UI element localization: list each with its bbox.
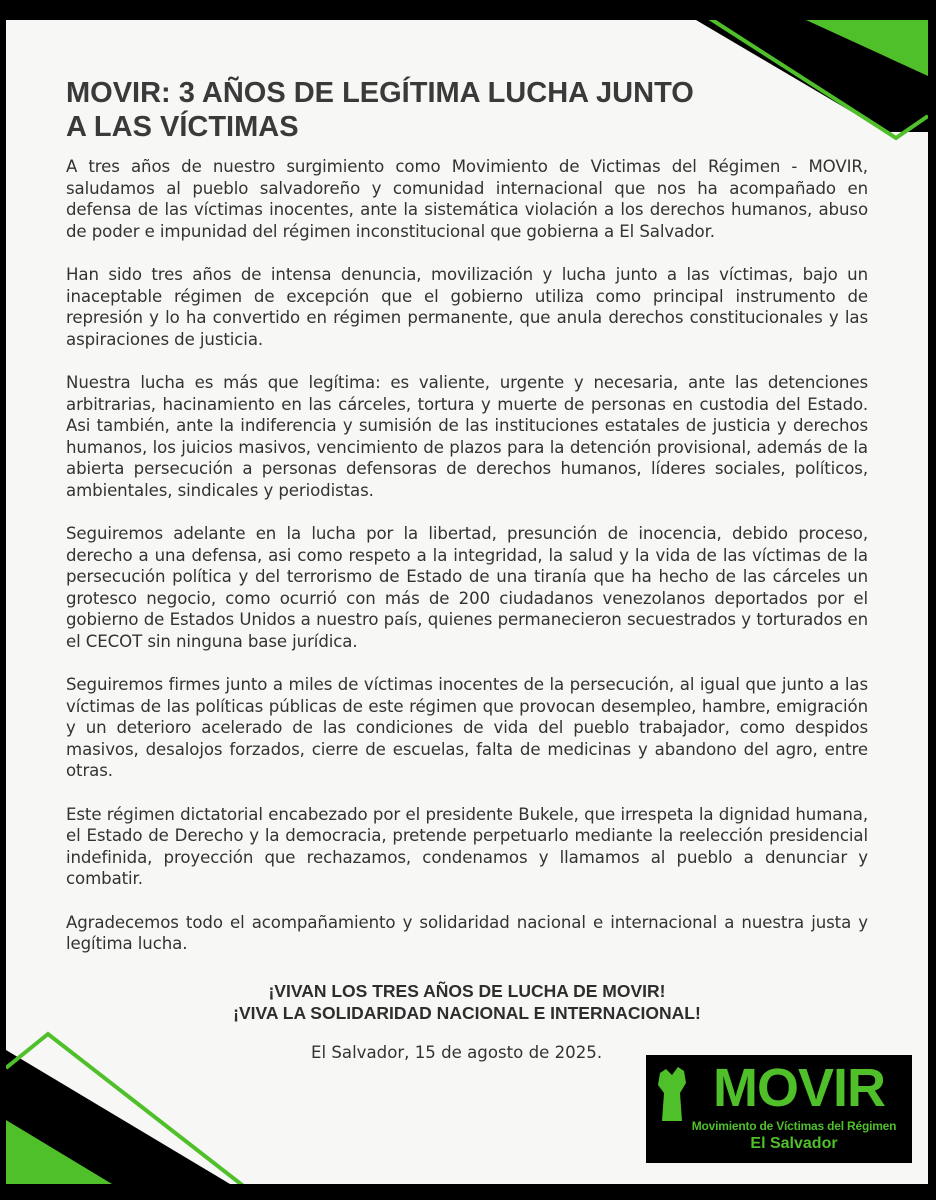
title-line-2: A LAS VÍCTIMAS: [66, 111, 299, 143]
paragraph-2: Han sido tres años de intensa denuncia, movilización y lucha junto a las víctimas, bajo un inaceptable régimen de excepción que el gobierno utiliza como principal instrumento de represión y lo ha convertido en régimen permanente, que anula derechos constitucionales y las aspiraciones de justicia.: [66, 265, 868, 349]
slogan-1: ¡VIVAN LOS TRES AÑOS DE LUCHA DE MOVIR!: [268, 981, 666, 1001]
document-title: [66, 76, 786, 144]
logo-wordmark: MOVIR: [712, 1058, 885, 1118]
paragraph-1: A tres años de nuestro surgimiento como Movimiento de Victimas del Régimen - MOVIR, saludamos al pueblo salvadoreño y comunidad internacional que nos ha acompañado en defensa de las víctimas inocentes, ante la sistemática violación a los derechos humanos, abuso de poder e impunidad del régimen inconstitucional que gobierna a El Salvador.: [66, 157, 868, 241]
paragraph-5: Seguiremos firmes junto a miles de víctimas inocentes de la persecución, al igual que junto a las víctimas de las políticas públicas de este régimen que provocan desempleo, hambre, emigración y un deterioro acelerado de las condiciones de vida del pueblo trabajador, como despidos masivos, desalojos forzados, cierre de escuelas, falta de medicinas y abandono del agro, entre otras.: [66, 675, 868, 780]
movir-logo: [646, 1055, 912, 1163]
paragraph-3: Nuestra lucha es más que legítima: es valiente, urgente y necesaria, ante las detenciones arbitrarias, hacinamiento en las cárceles, tortura y muerte de personas en custodia del Estado. Asi también, ante la indiferencia y sumisión de las instituciones estatales de justicia y derechos humanos, los juicios masivos, vencimiento de plazos para la detención provisional, además de la abierta persecución a personas defensoras de derechos humanos, líderes sociales, políticos, ambientales, sindicales y periodistas.: [66, 373, 868, 500]
paragraph-7: Agradecemos todo el acompañamiento y solidaridad nacional e internacional a nuestra justa y legítima lucha.: [66, 912, 868, 953]
closing-slogans: [66, 980, 868, 1024]
dateline: El Salvador, 15 de agosto de 2025.: [311, 1043, 603, 1062]
document-body: [66, 156, 868, 977]
logo-subtitle: Movimiento de Víctimas del Régimen: [691, 1119, 897, 1133]
paragraph-6: Este régimen dictatorial encabezado por el presidente Bukele, que irrespeta la dignidad humana, el Estado de Derecho y la democracia, pretende perpetuarlo mediante la reelección presidencial indefinida, proyección que rechazamos, condenamos y llamamos al pueblo a denunciar y combatir.: [66, 804, 868, 888]
logo-country: El Salvador: [750, 1135, 838, 1152]
raised-fist-icon: [652, 1063, 692, 1123]
title-line-1: MOVIR: 3 AÑOS DE LEGÍTIMA LUCHA JUNTO: [66, 77, 694, 109]
document-sheet: [6, 20, 928, 1184]
slogan-2: ¡VIVA LA SOLIDARIDAD NACIONAL E INTERNACIONAL!: [233, 1003, 701, 1023]
paragraph-4: Seguiremos adelante en la lucha por la libertad, presunción de inocencia, debido proceso, derecho a una defensa, asi como respeto a la integridad, la salud y la vida de las víctimas de la persecución política y del terrorismo de Estado de una tiranía que ha hecho de las cárceles un grotesco negocio, como ocurrió con más de 200 ciudadanos venezolanos deportados por el gobierno de Estados Unidos a nuestro país, quienes permanecieron secuestrados y torturados en el CECOT sin ninguna base jurídica.: [66, 524, 868, 651]
